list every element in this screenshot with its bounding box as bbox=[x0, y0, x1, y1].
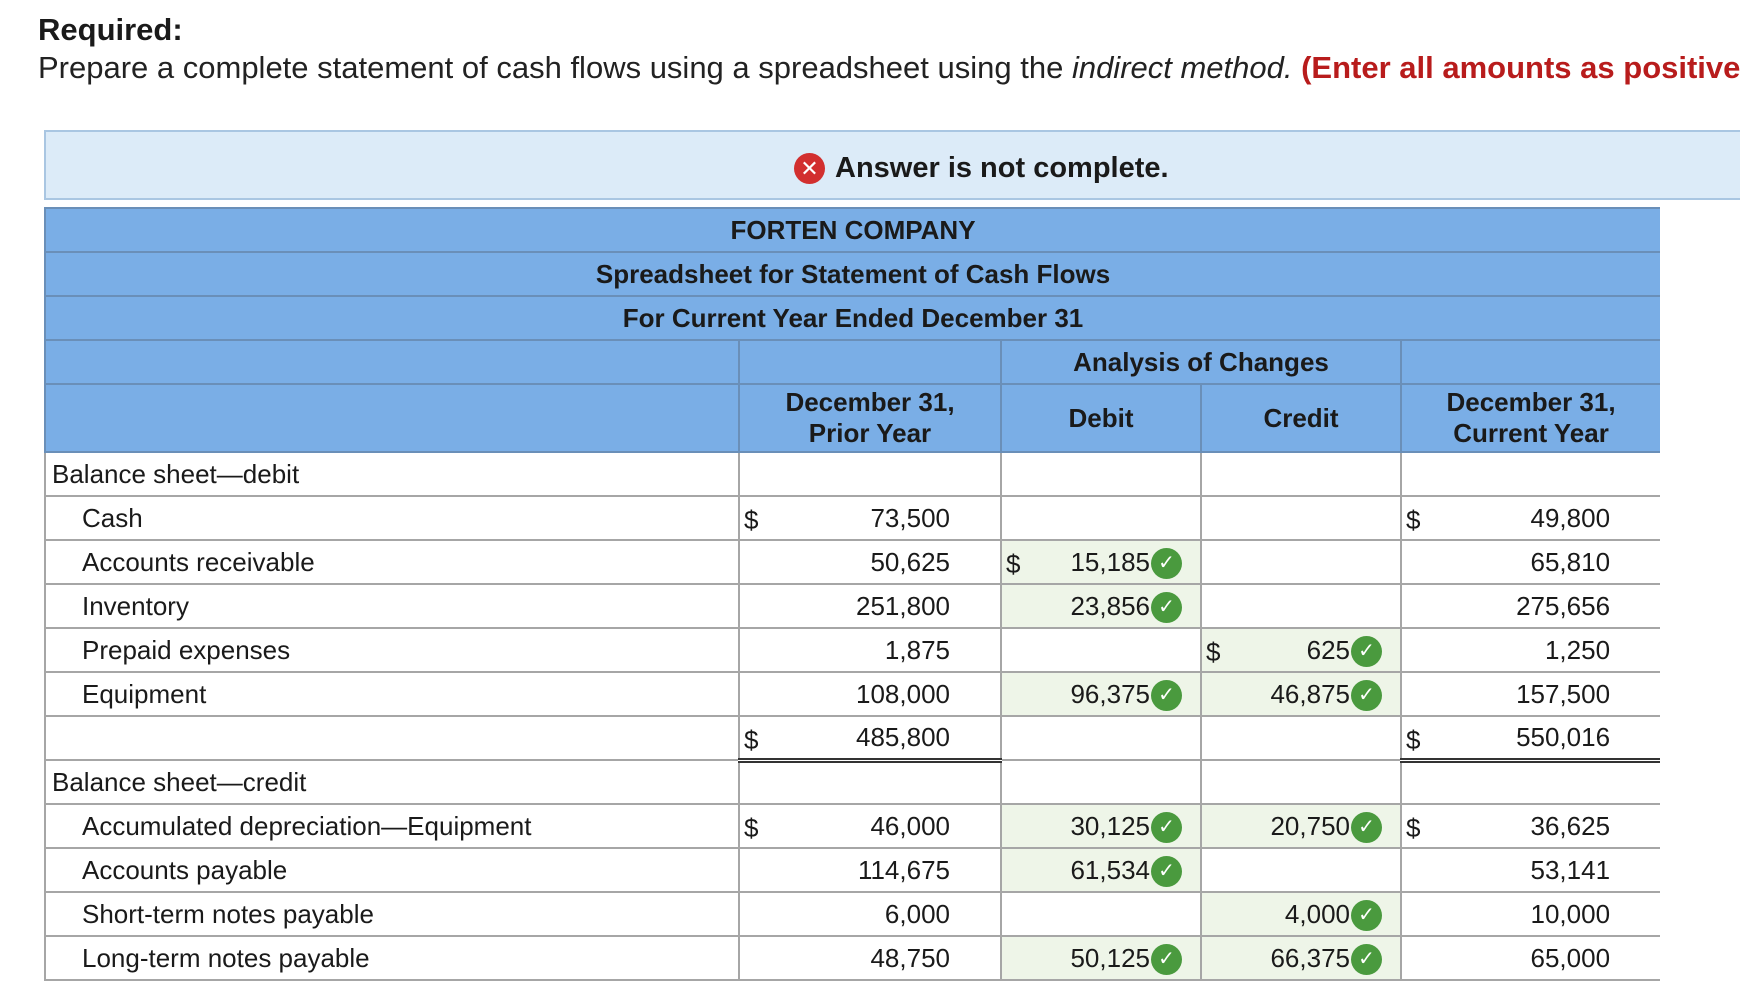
empty-cell bbox=[1001, 716, 1201, 760]
account-label: Cash bbox=[45, 496, 739, 540]
prior-year-total-value: 485,800 bbox=[856, 721, 950, 752]
check-circle-icon: ✓ bbox=[1151, 944, 1182, 975]
debit-total-row bbox=[45, 716, 1660, 760]
current-year-amount bbox=[1401, 584, 1660, 628]
current-year-amount-value: 36,625 bbox=[1530, 810, 1611, 841]
company-name: FORTEN COMPANY bbox=[45, 208, 1660, 252]
empty-cell bbox=[1001, 760, 1201, 804]
prior-year-amount-value: 46,000 bbox=[870, 810, 950, 841]
required-heading: Required: bbox=[38, 12, 183, 47]
spreadsheet-period: For Current Year Ended December 31 bbox=[45, 296, 1660, 340]
debit-amount-input-value: 96,375 bbox=[1070, 678, 1150, 709]
check-circle-icon: ✓ bbox=[1151, 548, 1182, 579]
check-circle-icon: ✓ bbox=[1351, 636, 1382, 667]
current-year-amount-value: 1,250 bbox=[1544, 634, 1611, 665]
col-credit-header: Credit bbox=[1201, 384, 1401, 452]
debit-amount-input[interactable] bbox=[1001, 584, 1201, 628]
account-label: Inventory bbox=[45, 584, 739, 628]
credit-amount-input[interactable] bbox=[1201, 936, 1401, 980]
col-debit-header: Debit bbox=[1001, 384, 1201, 452]
empty-cell bbox=[739, 760, 1001, 804]
dollar-sign: $ bbox=[744, 505, 759, 535]
prior-year-amount bbox=[739, 540, 1001, 584]
prior-year-amount-value: 1,875 bbox=[884, 634, 950, 665]
credit-amount-input-value: 20,750 bbox=[1270, 810, 1350, 841]
current-year-amount-value: 275,656 bbox=[1516, 590, 1611, 621]
answer-status-text: Answer is not complete. bbox=[835, 152, 1169, 184]
current-year-amount-value: 157,500 bbox=[1516, 678, 1611, 709]
debit-amount-input[interactable] bbox=[1001, 672, 1201, 716]
credit-amount-input[interactable] bbox=[1201, 628, 1401, 672]
prior-year-amount-value: 6,000 bbox=[884, 898, 950, 929]
credit-amount-input-value: 66,375 bbox=[1270, 942, 1350, 973]
prior-year-amount-value: 114,675 bbox=[857, 854, 950, 885]
prior-year-amount-value: 73,500 bbox=[870, 502, 950, 533]
spreadsheet-title: Spreadsheet for Statement of Cash Flows bbox=[45, 252, 1660, 296]
prior-year-amount bbox=[739, 628, 1001, 672]
instructions-text-red: (Enter all amounts as positive bbox=[1292, 50, 1740, 85]
debit-row bbox=[45, 496, 1660, 540]
cash-flow-spreadsheet bbox=[44, 207, 1660, 990]
credit-row bbox=[45, 936, 1660, 980]
debit-amount-input[interactable] bbox=[1001, 628, 1201, 672]
prior-year-total bbox=[739, 716, 1001, 760]
prior-year-amount bbox=[739, 848, 1001, 892]
x-circle-icon: ✕ bbox=[794, 153, 825, 184]
current-year-total-value: 550,016 bbox=[1516, 721, 1611, 752]
header-blank bbox=[45, 384, 739, 452]
empty-cell bbox=[1201, 716, 1401, 760]
debit-amount-input[interactable] bbox=[1001, 848, 1201, 892]
debit-amount-input[interactable] bbox=[1001, 804, 1201, 848]
dollar-sign: $ bbox=[744, 813, 759, 843]
prior-year-amount bbox=[739, 672, 1001, 716]
spreadsheet-table bbox=[44, 207, 1660, 981]
debit-amount-input-value: 50,125 bbox=[1070, 942, 1150, 973]
empty-cell bbox=[1201, 760, 1401, 804]
dollar-sign: $ bbox=[1206, 637, 1221, 667]
current-year-amount bbox=[1401, 848, 1660, 892]
credit-amount-input[interactable] bbox=[1201, 496, 1401, 540]
credit-amount-input[interactable] bbox=[1201, 540, 1401, 584]
current-year-amount-value: 65,810 bbox=[1530, 546, 1611, 577]
dollar-sign: $ bbox=[1406, 505, 1421, 535]
account-label: Equipment bbox=[45, 672, 739, 716]
current-year-amount bbox=[1401, 540, 1660, 584]
credit-row bbox=[45, 848, 1660, 892]
credit-row bbox=[45, 892, 1660, 936]
account-label: Prepaid expenses bbox=[45, 628, 739, 672]
debit-amount-input[interactable] bbox=[1001, 892, 1201, 936]
credit-amount-input-value: 4,000 bbox=[1284, 898, 1350, 929]
credit-amount-input[interactable] bbox=[1201, 584, 1401, 628]
instructions-text-plain: Prepare a complete statement of cash flows using a spreadsheet using the bbox=[38, 50, 1072, 85]
check-circle-icon: ✓ bbox=[1351, 900, 1382, 931]
account-label: Long-term notes payable bbox=[45, 936, 739, 980]
prior-year-amount-value: 108,000 bbox=[856, 678, 950, 709]
current-year-amount-value: 53,141 bbox=[1530, 854, 1611, 885]
dollar-sign: $ bbox=[1406, 813, 1421, 843]
header-blank bbox=[739, 340, 1001, 384]
credit-amount-input[interactable] bbox=[1201, 804, 1401, 848]
header-blank bbox=[45, 340, 739, 384]
current-year-amount bbox=[1401, 892, 1660, 936]
prior-year-amount-value: 48,750 bbox=[870, 942, 950, 973]
debit-amount-input-value: 30,125 bbox=[1070, 810, 1150, 841]
check-circle-icon: ✓ bbox=[1151, 856, 1182, 887]
credit-row bbox=[45, 804, 1660, 848]
empty-cell bbox=[739, 452, 1001, 496]
current-year-amount-value: 49,800 bbox=[1530, 502, 1611, 533]
check-circle-icon: ✓ bbox=[1351, 944, 1382, 975]
debit-row bbox=[45, 672, 1660, 716]
empty-cell bbox=[45, 716, 739, 760]
current-year-amount bbox=[1401, 804, 1660, 848]
account-label: Accounts receivable bbox=[45, 540, 739, 584]
credit-amount-input[interactable] bbox=[1201, 672, 1401, 716]
debit-amount-input[interactable] bbox=[1001, 496, 1201, 540]
prior-year-amount bbox=[739, 804, 1001, 848]
credit-amount-input-value: 46,875 bbox=[1270, 678, 1350, 709]
section-balance-sheet-credit: Balance sheet—credit bbox=[45, 760, 739, 804]
empty-cell bbox=[1401, 760, 1660, 804]
prior-year-amount bbox=[739, 936, 1001, 980]
check-circle-icon: ✓ bbox=[1151, 592, 1182, 623]
col-current-year-header: December 31, Current Year bbox=[1401, 384, 1660, 452]
debit-amount-input-value: 61,534 bbox=[1070, 854, 1150, 885]
current-year-amount bbox=[1401, 496, 1660, 540]
current-year-amount-value: 10,000 bbox=[1530, 898, 1611, 929]
check-circle-icon: ✓ bbox=[1151, 812, 1182, 843]
empty-cell bbox=[1001, 452, 1201, 496]
instructions-text bbox=[38, 50, 1740, 86]
debit-amount-input-value: 23,856 bbox=[1070, 590, 1150, 621]
debit-row bbox=[45, 628, 1660, 672]
prior-year-amount bbox=[739, 892, 1001, 936]
current-year-amount bbox=[1401, 628, 1660, 672]
check-circle-icon: ✓ bbox=[1351, 812, 1382, 843]
check-circle-icon: ✓ bbox=[1151, 680, 1182, 711]
debit-amount-input[interactable] bbox=[1001, 936, 1201, 980]
account-label: Accumulated depreciation—Equipment bbox=[45, 804, 739, 848]
account-label: Accounts payable bbox=[45, 848, 739, 892]
current-year-total bbox=[1401, 716, 1660, 760]
answer-status-banner bbox=[44, 130, 1740, 200]
current-year-amount bbox=[1401, 672, 1660, 716]
prior-year-amount bbox=[739, 584, 1001, 628]
dollar-sign: $ bbox=[744, 725, 759, 755]
check-circle-icon: ✓ bbox=[1351, 680, 1382, 711]
col-prior-year-header: December 31, Prior Year bbox=[739, 384, 1001, 452]
section-balance-sheet-debit: Balance sheet—debit bbox=[45, 452, 739, 496]
prior-year-amount-value: 251,800 bbox=[856, 590, 950, 621]
debit-amount-input[interactable] bbox=[1001, 540, 1201, 584]
header-blank bbox=[1401, 340, 1660, 384]
empty-cell bbox=[1401, 452, 1660, 496]
prior-year-amount-value: 50,625 bbox=[870, 546, 950, 577]
debit-row bbox=[45, 540, 1660, 584]
current-year-amount bbox=[1401, 936, 1660, 980]
credit-amount-input[interactable] bbox=[1201, 892, 1401, 936]
section-row bbox=[45, 760, 1660, 804]
debit-amount-input-value: 15,185 bbox=[1070, 546, 1150, 577]
analysis-of-changes-header: Analysis of Changes bbox=[1001, 340, 1401, 384]
debit-row bbox=[45, 584, 1660, 628]
empty-cell bbox=[1201, 452, 1401, 496]
credit-amount-input[interactable] bbox=[1201, 848, 1401, 892]
account-label: Short-term notes payable bbox=[45, 892, 739, 936]
instructions-text-italic: indirect method. bbox=[1071, 50, 1293, 85]
credit-amount-input-value: 625 bbox=[1306, 634, 1350, 665]
current-year-amount-value: 65,000 bbox=[1530, 942, 1611, 973]
prior-year-amount bbox=[739, 496, 1001, 540]
dollar-sign: $ bbox=[1406, 725, 1421, 755]
dollar-sign: $ bbox=[1006, 549, 1021, 579]
